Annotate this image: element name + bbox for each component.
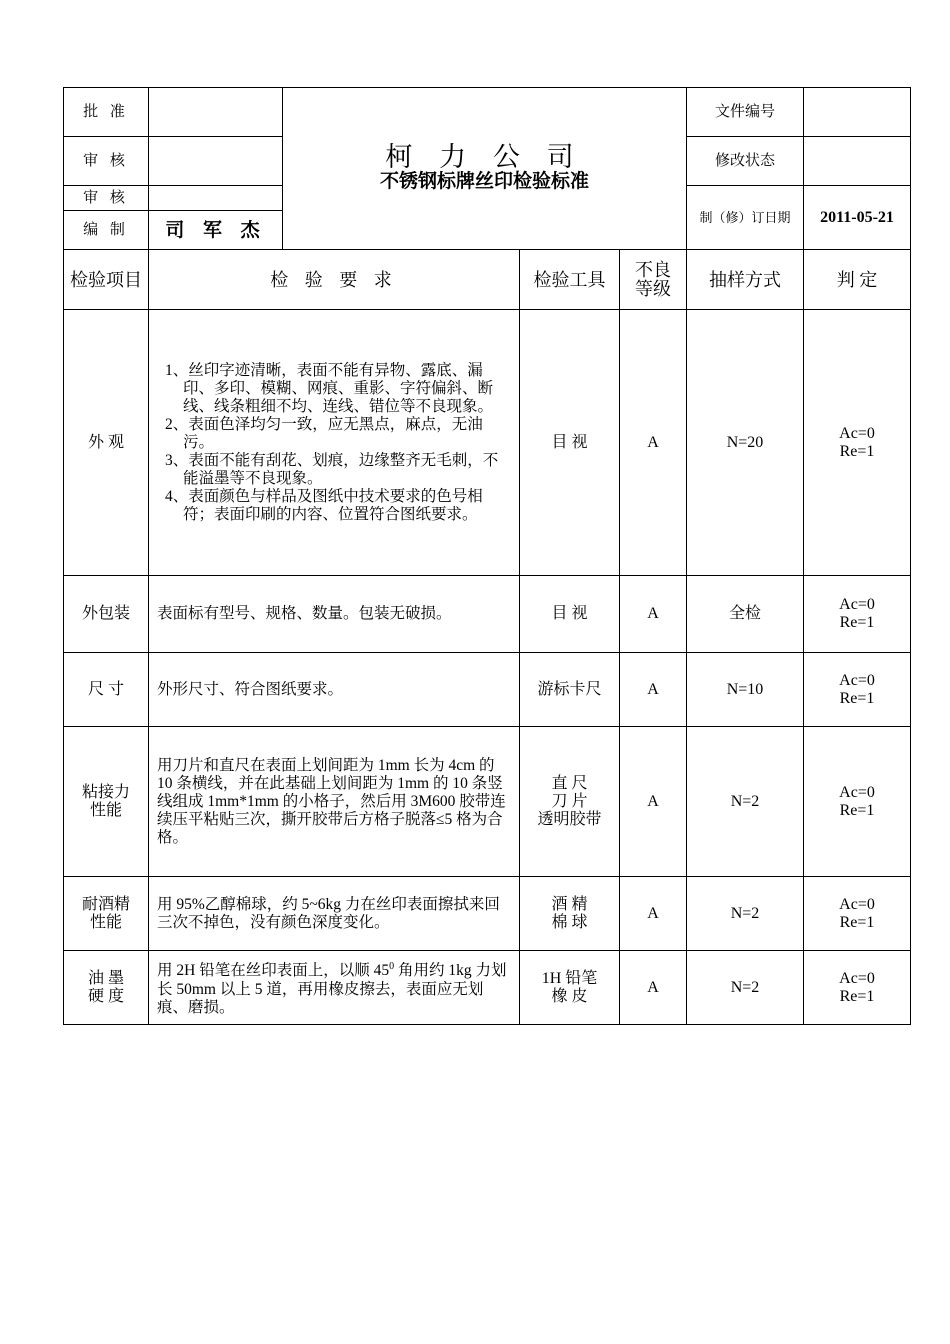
degree-superscript: 0 <box>389 961 395 973</box>
tool-cell: 1H 铅笔 橡 皮 <box>520 951 620 1025</box>
item-cell: 外包装 <box>64 576 149 653</box>
review-label-2: 审 核 <box>64 186 149 211</box>
requirement-cell: 用 95%乙醇棉球，约 5~6kg 力在丝印表面擦拭来回三次不掉色，没有颜色深度变化。 <box>149 877 520 951</box>
table-row <box>64 951 911 1025</box>
requirement-text-post: 角用约 1kg 力划长 50mm 以上 5 道，再用橡皮擦去，表面应无划痕、磨损。 <box>157 962 507 1016</box>
col-header-grade: 不良 等级 <box>620 250 687 310</box>
tool-cell: 目 视 <box>520 576 620 653</box>
item-cell: 粘接力 性能 <box>64 727 149 877</box>
requirement-cell <box>149 951 520 1025</box>
item-cell: 尺 寸 <box>64 653 149 727</box>
judgment-cell: Ac=0 Re=1 <box>804 576 911 653</box>
requirement-text-pre: 用 2H 铅笔在丝印表面上，以顺 45 <box>157 962 390 980</box>
requirement-cell <box>149 310 520 576</box>
judgment-cell: Ac=0 Re=1 <box>804 727 911 877</box>
document-title: 不锈钢标牌丝印检验标准 <box>380 169 590 192</box>
revision-label: 修改状态 <box>687 137 804 186</box>
col-header-tool: 检验工具 <box>520 250 620 310</box>
compile-label: 编 制 <box>64 211 149 250</box>
item-cell: 耐酒精 性能 <box>64 877 149 951</box>
review-label-1: 审 核 <box>64 137 149 186</box>
requirement-line: 1、丝印字迹清晰，表面不能有异物、露底、漏印、多印、模糊、网痕、重影、字符偏斜、断线、线条粗细不均、连线、错位等不良现象。 <box>165 361 494 415</box>
approve-value <box>149 88 283 137</box>
judgment-cell: Ac=0 Re=1 <box>804 310 911 576</box>
grade-cell: A <box>620 951 687 1025</box>
company-name: 柯 力 公 司 <box>385 141 584 172</box>
date-label: 制（修）订日期 <box>687 186 804 250</box>
sampling-cell: N=2 <box>687 951 804 1025</box>
column-header-row <box>64 250 911 310</box>
sampling-cell: N=2 <box>687 877 804 951</box>
requirement-line: 4、表面颜色与样品及图纸中技术要求的色号相符；表面印刷的内容、位置符合图纸要求。 <box>165 487 483 523</box>
approve-label: 批 准 <box>64 88 149 137</box>
col-header-judgment: 判 定 <box>804 250 911 310</box>
table-row <box>64 877 911 951</box>
header-row-approve <box>64 88 911 137</box>
review-value-1 <box>149 137 283 186</box>
requirement-cell: 表面标有型号、规格、数量。包装无破损。 <box>149 576 520 653</box>
requirement-line: 2、表面色泽均匀一致，应无黑点，麻点，无油污。 <box>165 415 483 451</box>
grade-cell: A <box>620 877 687 951</box>
table-row <box>64 576 911 653</box>
compiler-name: 司 军 杰 <box>149 211 283 250</box>
sampling-cell: N=20 <box>687 310 804 576</box>
requirement-cell: 用刀片和直尺在表面上划间距为 1mm 长为 4cm 的 10 条横线，并在此基础上划间距为 1mm 的 10 条竖线组成 1mm*1mm 的小格子，然后用 3M600 胶带连续压平粘贴三次，撕开胶带后方格子脱落≤5 格为合格。 <box>149 727 520 877</box>
doc-number-value <box>804 88 911 137</box>
title-block <box>283 88 687 250</box>
item-cell: 外 观 <box>64 310 149 576</box>
judgment-cell: Ac=0 Re=1 <box>804 877 911 951</box>
grade-cell: A <box>620 576 687 653</box>
tool-cell: 目 视 <box>520 310 620 576</box>
inspection-standard-page <box>63 87 910 1025</box>
item-cell: 油 墨 硬 度 <box>64 951 149 1025</box>
grade-cell: A <box>620 727 687 877</box>
sampling-cell: 全检 <box>687 576 804 653</box>
revision-value <box>804 137 911 186</box>
table-row <box>64 653 911 727</box>
doc-number-label: 文件编号 <box>687 88 804 137</box>
col-header-requirements: 检 验 要 求 <box>149 250 520 310</box>
inspection-table <box>63 87 911 1025</box>
col-header-item: 检验项目 <box>64 250 149 310</box>
tool-cell: 酒 精 棉 球 <box>520 877 620 951</box>
tool-cell: 直 尺 刀 片 透明胶带 <box>520 727 620 877</box>
grade-cell: A <box>620 653 687 727</box>
judgment-cell: Ac=0 Re=1 <box>804 653 911 727</box>
sampling-cell: N=2 <box>687 727 804 877</box>
requirement-line: 3、表面不能有刮花、划痕，边缘整齐无毛刺，不能溢墨等不良现象。 <box>165 451 499 487</box>
col-header-sampling: 抽样方式 <box>687 250 804 310</box>
grade-cell: A <box>620 310 687 576</box>
tool-cell: 游标卡尺 <box>520 653 620 727</box>
judgment-cell: Ac=0 Re=1 <box>804 951 911 1025</box>
date-value: 2011-05-21 <box>804 186 911 250</box>
review-value-2 <box>149 186 283 211</box>
table-row <box>64 727 911 877</box>
requirement-cell: 外形尺寸、符合图纸要求。 <box>149 653 520 727</box>
table-row <box>64 310 911 576</box>
sampling-cell: N=10 <box>687 653 804 727</box>
